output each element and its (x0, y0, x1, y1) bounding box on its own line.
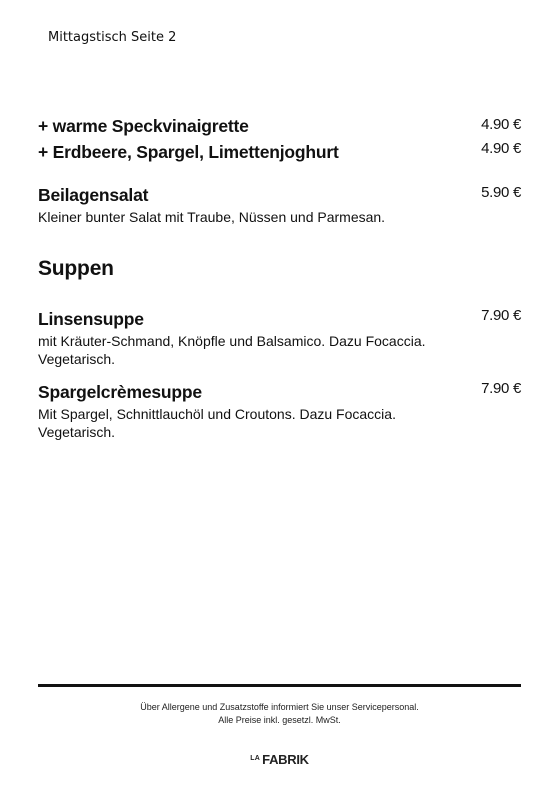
menu-item-beilagensalat (38, 183, 521, 226)
menu-item-linsensuppe (38, 307, 521, 368)
item-price: 4.90 € (481, 116, 521, 133)
allergen-note: Über Allergene und Zusatzstoffe informiert Sie unser Servicepersonal. (140, 702, 419, 712)
item-price: 7.90 € (481, 307, 521, 324)
section-title-suppen: Suppen (38, 257, 114, 280)
price-note: Alle Preise inkl. gesetzl. MwSt. (218, 715, 341, 725)
item-title: Spargelcrèmesuppe (38, 382, 202, 402)
item-title: + warme Speckvinaigrette (38, 116, 249, 136)
item-description: mit Kräuter-Schmand, Knöpfle und Balsamico. Dazu Focaccia. Vegetarisch. (38, 333, 426, 367)
la-fabrik-logo (0, 751, 559, 769)
logo-name: FABRIK (262, 752, 309, 767)
item-title: + Erdbeere, Spargel, Limettenjoghurt (38, 142, 339, 162)
item-description: Mit Spargel, Schnittlauchöl und Croutons. Dazu Focaccia. Vegetarisch. (38, 406, 396, 440)
item-price: 4.90 € (481, 140, 521, 157)
menu-item-spargelcremesuppe (38, 380, 521, 441)
footer-divider (38, 684, 521, 687)
item-price: 7.90 € (481, 380, 521, 397)
menu-item-addon-erdbeere (38, 140, 521, 164)
item-title: Beilagensalat (38, 185, 149, 205)
item-description: Kleiner bunter Salat mit Traube, Nüssen und Parmesan. (38, 209, 386, 225)
item-price: 5.90 € (481, 184, 521, 201)
menu-item-addon-speckvinaigrette (38, 114, 521, 138)
page-header: Mittagstisch Seite 2 (48, 30, 177, 45)
item-title: Linsensuppe (38, 309, 144, 329)
logo-prefix: LA (250, 755, 261, 762)
